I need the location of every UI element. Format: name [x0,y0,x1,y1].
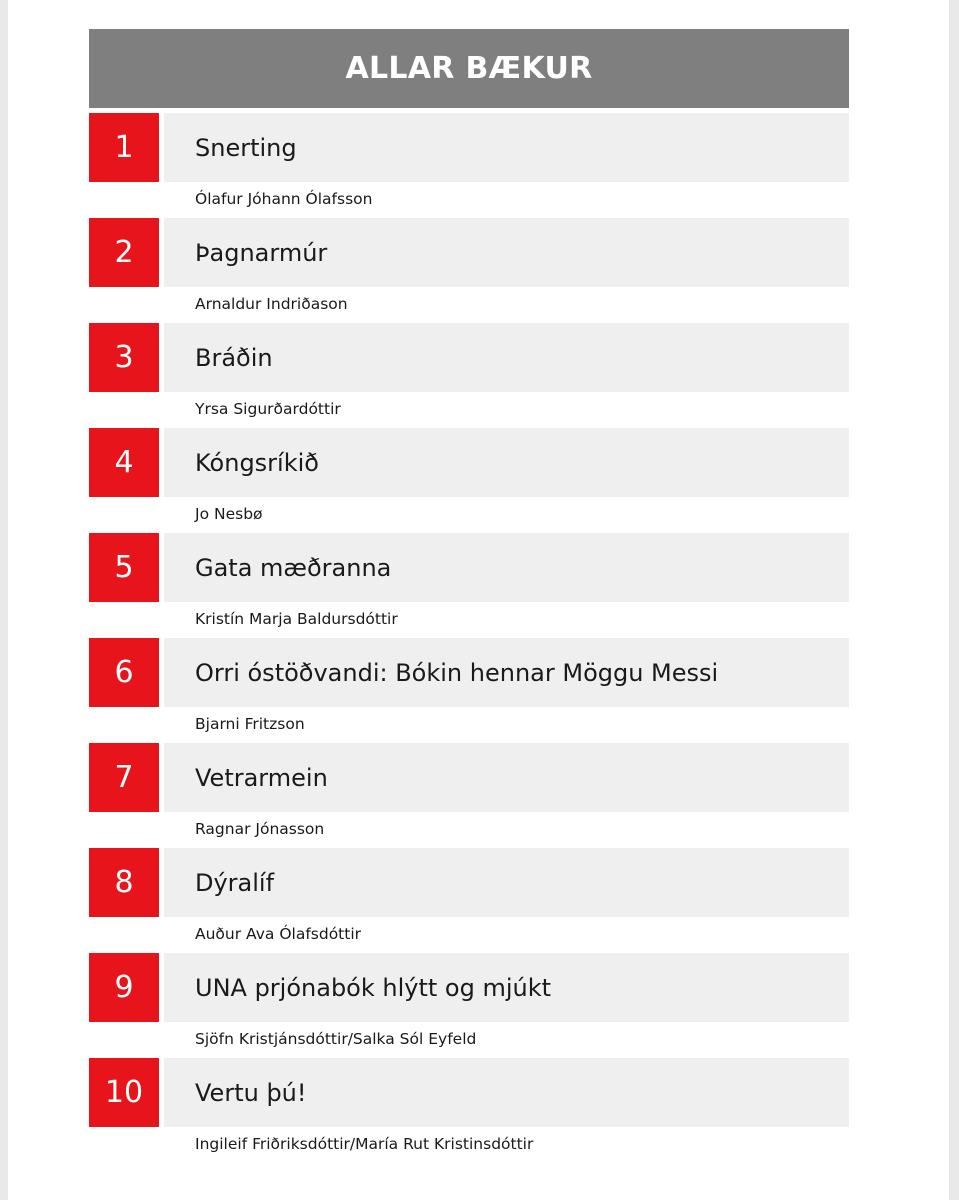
list-item [89,848,849,953]
document-page [8,0,949,1200]
book-author: Ingileif Friðriksdóttir/María Rut Kristinsdóttir [195,1135,534,1153]
book-author: Ólafur Jóhann Ólafsson [195,190,373,208]
rank-badge: 6 [89,638,159,707]
page-title: ALLAR BÆKUR [89,29,849,108]
book-title: UNA prjónabók hlýtt og mjúkt [195,973,552,1002]
book-author: Arnaldur Indriðason [195,295,348,313]
list-item [89,743,849,848]
rank-badge: 4 [89,428,159,497]
book-author: Yrsa Sigurðardóttir [195,400,341,418]
book-title: Orri óstöðvandi: Bókin hennar Möggu Messi [195,658,719,687]
book-author: Bjarni Fritzson [195,715,305,733]
list-item [89,218,849,323]
book-title: Vetrarmein [195,763,328,792]
title-bar [164,533,849,602]
title-bar [164,218,849,287]
list-item [89,1058,849,1163]
book-title: Kóngsríkið [195,448,319,477]
list-item [89,533,849,638]
list-item [89,323,849,428]
book-title: Dýralíf [195,868,275,897]
book-author: Sjöfn Kristjánsdóttir/Salka Sól Eyfeld [195,1030,477,1048]
book-title: Snerting [195,133,297,162]
book-title: Vertu þú! [195,1078,307,1107]
title-bar [164,113,849,182]
list-item [89,638,849,743]
book-author: Ragnar Jónasson [195,820,325,838]
book-title: Gata mæðranna [195,553,392,582]
rank-badge: 3 [89,323,159,392]
rank-badge: 1 [89,113,159,182]
book-author: Kristín Marja Baldursdóttir [195,610,398,628]
book-author: Auður Ava Ólafsdóttir [195,925,362,943]
bestseller-list [89,113,849,1163]
title-bar [164,848,849,917]
book-title: Bráðin [195,343,273,372]
list-item [89,113,849,218]
title-bar [164,953,849,1022]
rank-badge: 5 [89,533,159,602]
rank-badge: 9 [89,953,159,1022]
rank-badge: 7 [89,743,159,812]
rank-badge: 2 [89,218,159,287]
list-item [89,428,849,533]
title-bar [164,428,849,497]
rank-badge: 8 [89,848,159,917]
title-bar [164,638,849,707]
book-author: Jo Nesbø [195,505,263,523]
title-bar [164,743,849,812]
book-title: Þagnarmúr [195,238,328,267]
rank-badge: 10 [89,1058,159,1127]
list-item [89,953,849,1058]
title-bar [164,1058,849,1127]
title-bar [164,323,849,392]
